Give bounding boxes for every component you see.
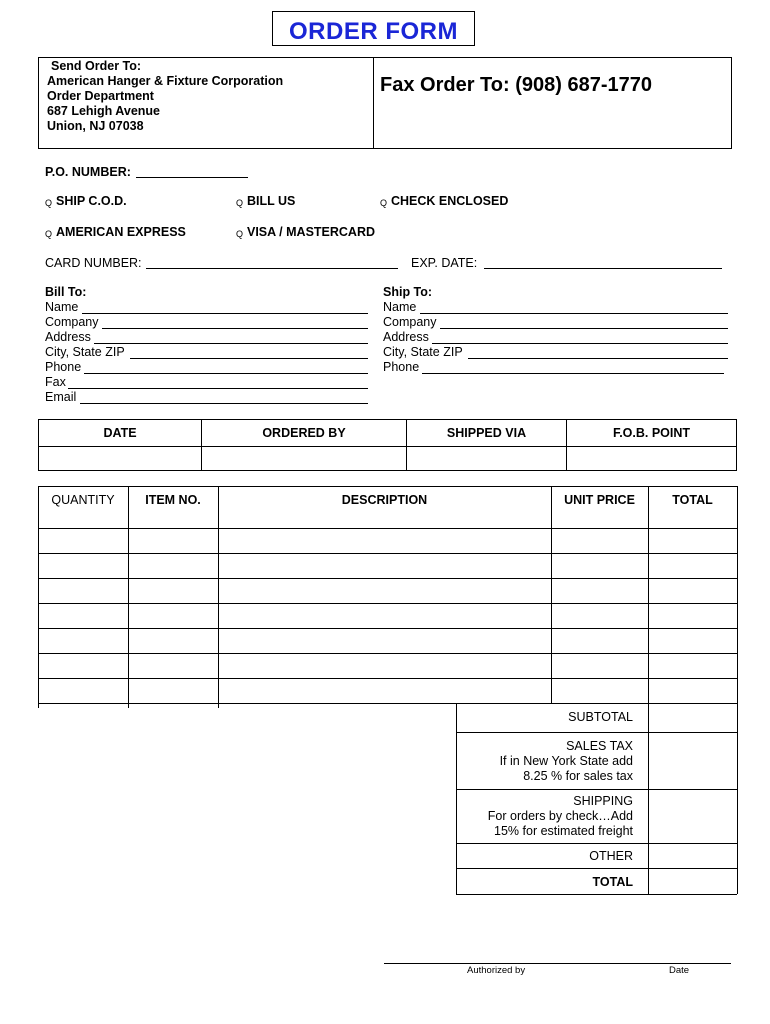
item-no-header: ITEM NO. <box>145 493 201 507</box>
visa-mc-checkbox[interactable]: Q <box>236 229 244 239</box>
bill-to-phone-label: Phone <box>45 360 82 374</box>
bill-to-city-field[interactable] <box>130 358 368 359</box>
fob-point-header: F.O.B. POINT <box>567 420 737 447</box>
visa-mc-label: VISA / MASTERCARD <box>247 225 376 239</box>
summary-row-line <box>456 868 737 869</box>
ship-to-city-field[interactable] <box>468 358 728 359</box>
quantity-header: QUANTITY <box>51 493 115 507</box>
items-row-line <box>38 578 737 579</box>
bill-to-city-label: City, State ZIP <box>45 345 125 359</box>
bill-us-label: BILL US <box>247 194 296 208</box>
ship-to-address-field[interactable] <box>432 343 728 344</box>
ship-to-heading: Ship To: <box>383 285 433 299</box>
ship-to-section <box>383 285 463 375</box>
other-label: OTHER <box>589 849 633 863</box>
exp-date-field[interactable] <box>484 268 722 269</box>
signature-date-label: Date <box>669 965 690 976</box>
ship-cod-label: SHIP C.O.D. <box>56 194 127 208</box>
shipping-note-2: 15% for estimated freight <box>494 824 633 838</box>
ship-to-company-field[interactable] <box>440 328 728 329</box>
fax-order-number: Fax Order To: (908) 687-1770 <box>380 74 652 96</box>
authorized-by-label: Authorized by <box>467 965 526 976</box>
total-header: TOTAL <box>672 493 713 507</box>
summary-row-line <box>456 894 737 895</box>
order-date-cell[interactable] <box>39 447 202 471</box>
items-col-line <box>648 486 649 894</box>
ship-cod-checkbox[interactable]: Q <box>45 198 53 208</box>
bill-to-email-field[interactable] <box>80 403 368 404</box>
items-col-line <box>737 486 738 894</box>
description-header: DESCRIPTION <box>341 493 428 507</box>
items-table-top-border <box>38 486 737 487</box>
order-date-header: DATE <box>39 420 202 447</box>
sales-tax-note-2: 8.25 % for sales tax <box>523 769 633 783</box>
shipped-via-cell[interactable] <box>407 447 567 471</box>
shipping-label: SHIPPING <box>573 794 633 808</box>
bill-to-company-label: Company <box>45 315 99 329</box>
ordered-by-header: ORDERED BY <box>202 420 407 447</box>
bill-to-address-label: Address <box>45 330 91 344</box>
items-row-line <box>38 553 737 554</box>
shipped-via-header: SHIPPED VIA <box>407 420 567 447</box>
bill-us-checkbox[interactable]: Q <box>236 198 244 208</box>
po-number-label: P.O. NUMBER: <box>45 165 131 179</box>
bill-to-address-field[interactable] <box>94 343 368 344</box>
items-row-line <box>38 628 737 629</box>
shipping-block <box>460 794 633 839</box>
items-row-line <box>38 603 737 604</box>
items-col-line <box>128 486 129 708</box>
items-row-line <box>38 528 737 529</box>
send-order-company: American Hanger & Fixture Corporation <box>47 74 284 88</box>
grand-total-label: TOTAL <box>592 875 633 889</box>
items-col-line <box>551 486 552 704</box>
send-order-city: Union, NJ 07038 <box>47 119 144 133</box>
shipping-note-1: For orders by check…Add <box>487 809 633 823</box>
ship-to-phone-field[interactable] <box>422 373 724 374</box>
bill-to-section <box>45 285 125 405</box>
send-order-street: 687 Lehigh Avenue <box>47 104 160 118</box>
fob-point-cell[interactable] <box>567 447 737 471</box>
form-title-box <box>272 11 475 46</box>
bill-to-company-field[interactable] <box>102 328 368 329</box>
order-info-table <box>38 419 737 471</box>
items-col-line <box>38 486 39 708</box>
check-enclosed-checkbox[interactable]: Q <box>380 198 388 208</box>
send-order-address <box>47 59 283 134</box>
exp-date-label: EXP. DATE: <box>411 256 478 270</box>
bill-to-phone-field[interactable] <box>84 373 368 374</box>
summary-row-line <box>456 732 737 733</box>
ship-to-phone-label: Phone <box>383 360 420 374</box>
bill-to-name-field[interactable] <box>82 313 368 314</box>
ship-to-address-label: Address <box>383 330 429 344</box>
summary-row-line <box>456 789 737 790</box>
sales-tax-note-1: If in New York State add <box>499 754 633 768</box>
items-row-line <box>38 653 737 654</box>
sales-tax-block <box>460 739 633 784</box>
sales-tax-label: SALES TAX <box>566 739 633 753</box>
ship-to-company-label: Company <box>383 315 437 329</box>
form-title: ORDER FORM <box>289 18 458 45</box>
send-order-department: Order Department <box>47 89 154 103</box>
amex-checkbox[interactable]: Q <box>45 229 53 239</box>
card-number-field[interactable] <box>146 268 398 269</box>
items-row-line <box>38 703 737 704</box>
bill-to-fax-field[interactable] <box>68 388 368 389</box>
po-number-field[interactable] <box>136 177 248 178</box>
bill-to-fax-label: Fax <box>45 375 66 389</box>
amex-label: AMERICAN EXPRESS <box>56 225 186 239</box>
ship-to-name-label: Name <box>383 300 417 314</box>
bill-to-heading: Bill To: <box>45 285 87 299</box>
subtotal-label: SUBTOTAL <box>568 710 633 724</box>
ordered-by-cell[interactable] <box>202 447 407 471</box>
bill-to-email-label: Email <box>45 390 77 404</box>
send-order-heading: Send Order To: <box>51 59 142 73</box>
ship-to-name-field[interactable] <box>420 313 728 314</box>
unit-price-header: UNIT PRICE <box>564 493 635 507</box>
items-col-line <box>218 486 219 708</box>
ship-to-city-label: City, State ZIP <box>383 345 463 359</box>
check-enclosed-label: CHECK ENCLOSED <box>391 194 509 208</box>
send-order-divider <box>373 57 374 149</box>
summary-row-line <box>456 843 737 844</box>
items-row-line <box>38 678 737 679</box>
card-number-label: CARD NUMBER: <box>45 256 142 270</box>
signature-line[interactable] <box>384 963 731 964</box>
bill-to-name-label: Name <box>45 300 79 314</box>
